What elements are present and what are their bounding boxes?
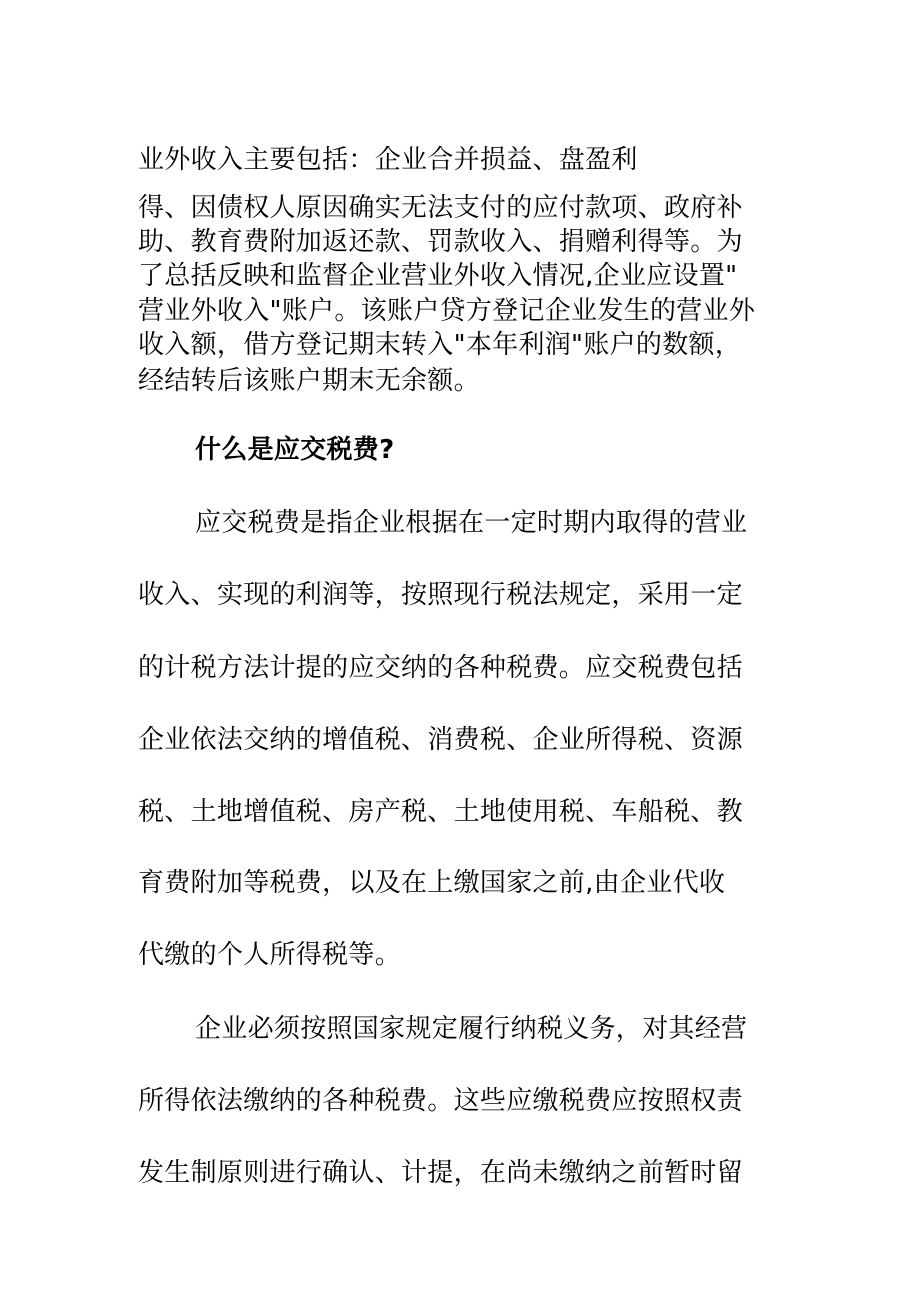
section-heading: 什么是应交税费? xyxy=(195,435,395,465)
para2-line-2: 所得依法缴纳的各种税费。这些应缴税费应按照权责 xyxy=(138,1086,743,1116)
para1-line-2: 收入、实现的利润等，按照现行税法规定，采用一定 xyxy=(138,580,743,610)
intro-line-7: 经结转后该账户期末无余额。 xyxy=(138,366,480,396)
intro-line-5: 营业外收入"账户。该账户贷方登记企业发生的营业外 xyxy=(138,296,756,326)
para2-line-3: 发生制原则进行确认、计提，在尚未缴纳之前暂时留 xyxy=(138,1158,743,1188)
intro-line-3: 助、教育费附加返还款、罚款收入、捐赠利得等。为 xyxy=(138,227,743,257)
para1-line-1: 应交税费是指企业根据在一定时期内取得的营业 xyxy=(195,508,748,538)
para1-line-3: 的计税方法计提的应交纳的各种税费。应交税费包括 xyxy=(138,653,743,683)
para1-line-7: 代缴的个人所得税等。 xyxy=(138,940,402,970)
para2-line-1: 企业必须按照国家规定履行纳税义务，对其经营 xyxy=(195,1014,748,1044)
para1-line-5: 税、土地增值税、房产税、土地使用税、车船税、教 xyxy=(138,797,743,827)
intro-line-1: 业外收入主要包括：企业合并损益、盘盈利 xyxy=(138,145,638,175)
intro-line-6: 收入额，借方登记期末转入"本年利润"账户的数额， xyxy=(138,330,742,360)
intro-line-2: 得、因债权人原因确实无法支付的应付款项、政府补 xyxy=(138,193,743,223)
intro-line-4: 了总括反映和监督企业营业外收入情况,企业应设置" xyxy=(138,261,738,291)
para1-line-4: 企业依法交纳的增值税、消费税、企业所得税、资源 xyxy=(138,725,743,755)
para1-line-6: 育费附加等税费，以及在上缴国家之前,由企业代收 xyxy=(138,868,726,898)
